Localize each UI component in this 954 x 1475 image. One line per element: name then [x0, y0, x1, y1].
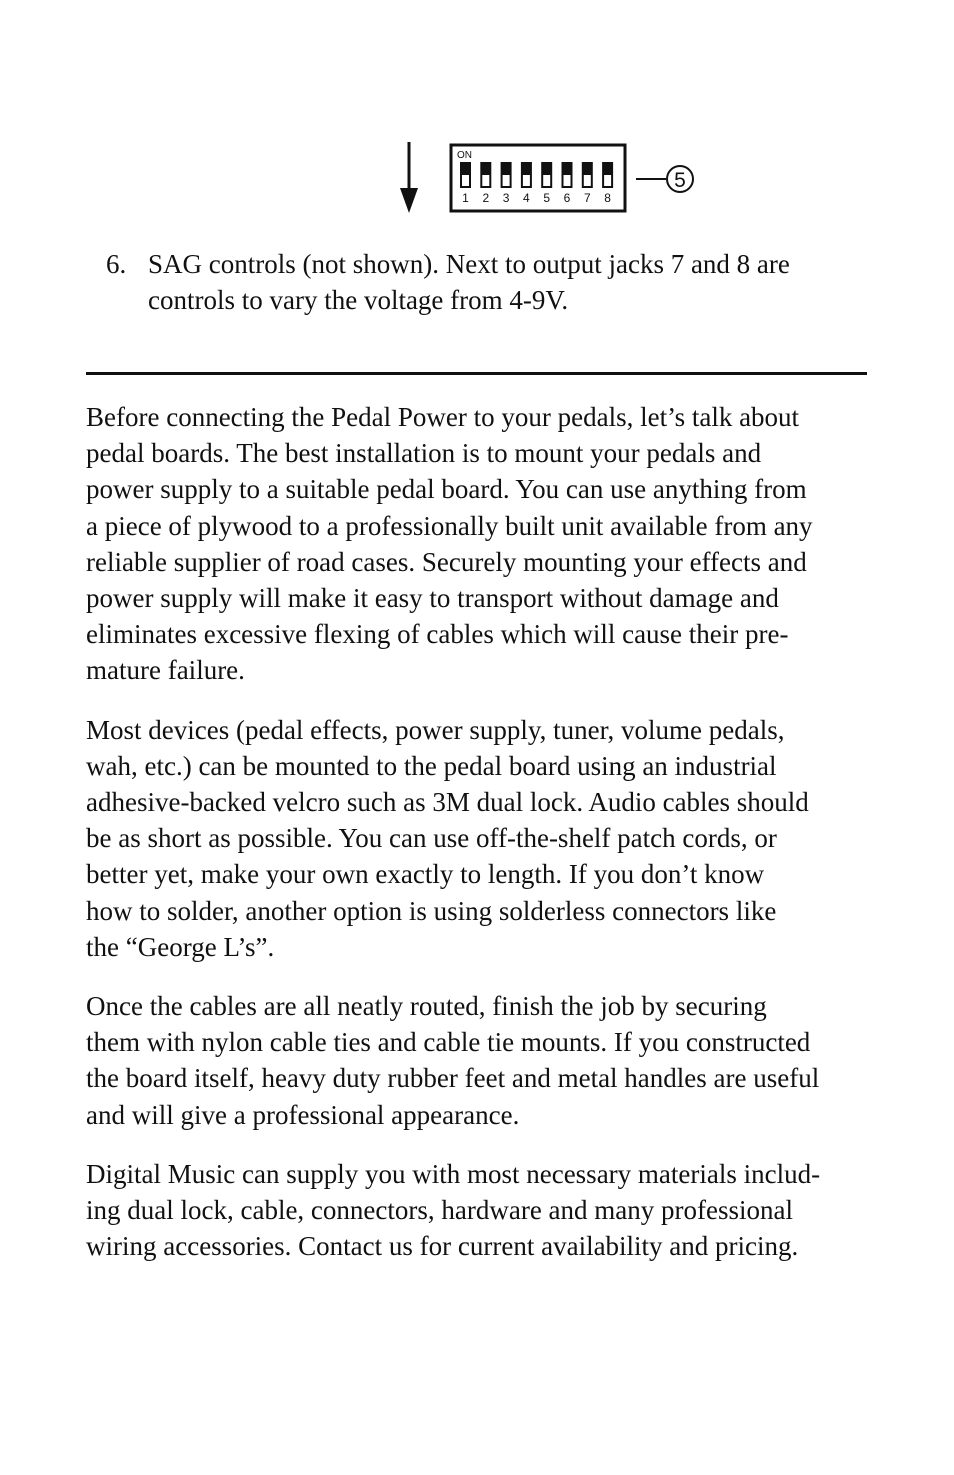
paragraph-line: wiring accessories. Contact us for current availability and pricing. [86, 1231, 799, 1262]
paragraph [86, 712, 876, 965]
paragraph-line: be as short as possible. You can use off-the-shelf patch cords, or [86, 823, 777, 854]
dip-switch-number: 8 [604, 191, 611, 205]
paragraph-line: them with nylon cable ties and cable tie mounts. If you constructed [86, 1027, 811, 1058]
paragraph-line: power supply will make it easy to transport without damage and [86, 583, 779, 614]
paragraph-line: pedal boards. The best installation is to mount your pedals and [86, 438, 762, 469]
body-text [86, 399, 876, 1287]
dip-switch-toggle [604, 175, 611, 186]
dip-switch-number: 1 [462, 191, 469, 205]
paragraph-line: adhesive-backed velcro such as 3M dual lock. Audio cables should [86, 787, 809, 818]
dip-switch-toggle [482, 175, 489, 186]
paragraph [86, 1156, 876, 1265]
dip-switch-toggle [462, 175, 469, 186]
down-arrow-head-icon [400, 188, 418, 213]
dip-switch-body [451, 145, 625, 211]
paragraph-line: Once the cables are all neatly routed, finish the job by securing [86, 991, 767, 1022]
dip-switch-on-label: ON [457, 150, 472, 161]
paragraph-line: Digital Music can supply you with most necessary materials includ- [86, 1158, 821, 1189]
callout-number: 5 [674, 169, 686, 192]
paragraph-line: power supply to a suitable pedal board. You can use anything from [86, 474, 807, 505]
paragraph-line: wah, etc.) can be mounted to the pedal board using an industrial [86, 750, 777, 781]
list-item-text [148, 246, 886, 318]
paragraph-line: eliminates excessive flexing of cables which will cause their pre- [86, 619, 789, 650]
paragraph-line: and will give a professional appearance. [86, 1099, 520, 1130]
paragraph-line: how to solder, another option is using solderless connectors like [86, 895, 777, 926]
dip-switch-toggle [523, 175, 530, 186]
list-item-line: controls to vary the voltage from 4-9V. [148, 285, 569, 315]
paragraph-line: better yet, make your own exactly to length. If you don’t know [86, 859, 765, 890]
numbered-list-item [106, 246, 886, 318]
dip-switch-toggle [584, 175, 591, 186]
paragraph-line: the “George L’s”. [86, 931, 275, 962]
horizontal-divider [86, 372, 867, 375]
dip-switch-number: 4 [523, 191, 530, 205]
paragraph [86, 399, 876, 689]
dip-switch-number: 5 [543, 191, 551, 205]
dip-switch-number: 6 [563, 191, 571, 205]
paragraph-line: mature failure. [86, 655, 245, 686]
dip-switch-toggle [564, 175, 571, 186]
dip-switch-figure [0, 0, 954, 230]
paragraph-line: Before connecting the Pedal Power to your pedals, let’s talk about [86, 402, 800, 432]
dip-switch-number: 7 [583, 191, 591, 205]
paragraph-line: reliable supplier of road cases. Securely mounting your effects and [86, 546, 807, 577]
paragraph-line: the board itself, heavy duty rubber feet and metal handles are useful [86, 1063, 820, 1094]
dip-switch-number: 3 [502, 191, 510, 205]
paragraph-line: a piece of plywood to a professionally built unit available from any [86, 510, 813, 541]
list-item-line: SAG controls (not shown). Next to output jacks 7 and 8 are [148, 249, 790, 279]
list-item-number: 6. [106, 249, 127, 279]
paragraph [86, 988, 876, 1133]
dip-switch-toggle [543, 175, 550, 186]
paragraph-line: Most devices (pedal effects, power supply, tuner, volume pedals, [86, 714, 785, 745]
dip-switch-toggle [503, 175, 510, 186]
dip-switch-number: 2 [482, 191, 490, 205]
dip-switch-diagram [0, 0, 954, 230]
paragraph-line: ing dual lock, cable, connectors, hardware and many professional [86, 1195, 793, 1226]
